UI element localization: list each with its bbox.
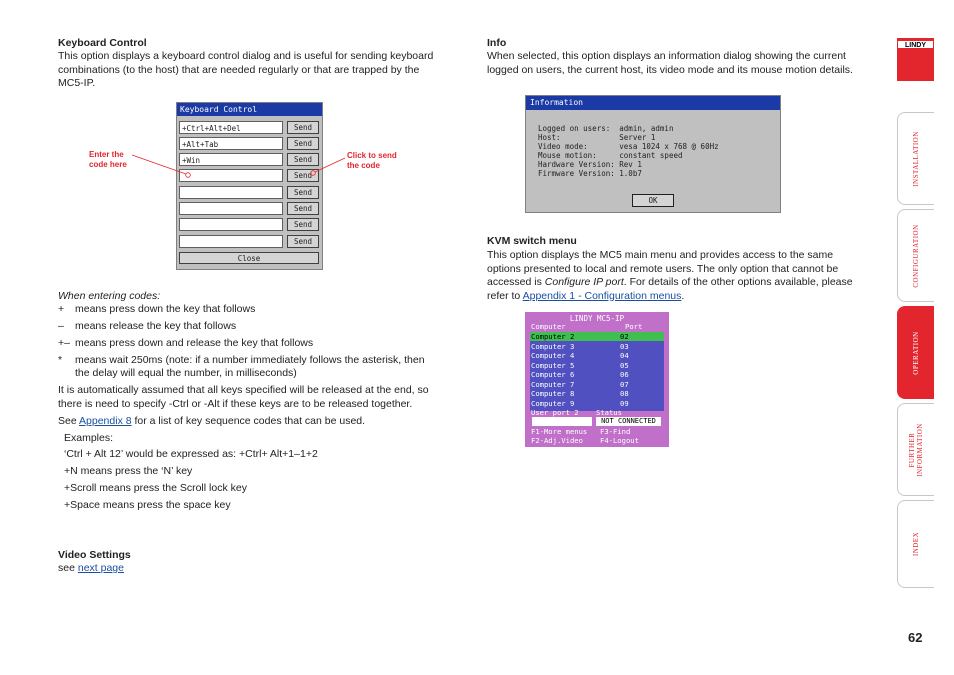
example-item: +Scroll means press the Scroll lock key: [64, 482, 247, 494]
info-line: Host: Server 1: [538, 133, 656, 142]
send-button[interactable]: Send: [287, 218, 319, 231]
kvm-row[interactable]: Computer 7 07: [531, 379, 629, 389]
information-dialog: [525, 95, 781, 213]
keyboard-control-heading: Keyboard Control: [58, 37, 147, 49]
kvm-row[interactable]: Computer 8 08: [531, 389, 629, 398]
info-line: Hardware Version: Rev 1: [538, 160, 642, 169]
info-line: Firmware Version: 1.0b7: [538, 169, 642, 178]
send-button[interactable]: Send: [287, 121, 319, 134]
tab-operation[interactable]: OPERATION: [897, 306, 934, 399]
info-text: When selected, this option displays an information dialog showing the current logged on users, the current host, its video mode and its mouse motion details.: [487, 50, 853, 76]
key-code-field[interactable]: +Ctrl+Alt+Del: [179, 121, 283, 134]
lindy-logo: LINDY: [897, 38, 934, 81]
f3-find[interactable]: F3-Find: [600, 427, 631, 436]
user-name-field[interactable]: [532, 417, 592, 426]
kvm-row[interactable]: Computer 3 03: [531, 341, 629, 351]
tab-index[interactable]: INDEX: [897, 500, 934, 588]
keyboard-dialog-title: Keyboard Control: [177, 103, 322, 116]
kvm-function-row: [530, 427, 664, 436]
status-value: NOT CONNECTED: [596, 417, 661, 426]
keyboard-control-intro: This option displays a keyboard control dialog and is useful for sending keyboard combinations (to the host) that are needed regularly or that are trapped by the MC5-IP.: [58, 50, 434, 89]
send-button[interactable]: Send: [287, 235, 319, 248]
callout-enter-code: Enter the code here: [89, 150, 127, 169]
send-button[interactable]: Send: [287, 169, 319, 182]
kvm-row[interactable]: Computer 9 09: [531, 398, 629, 408]
video-settings-line: see next page: [58, 562, 124, 574]
ok-button[interactable]: OK: [632, 194, 674, 207]
kvm-heading: KVM switch menu: [487, 235, 577, 247]
information-dialog-title: Information: [526, 96, 780, 110]
kvm-text: This option displays the MC5 main menu and provides access to the same options presented to local and remote users. The only option that cannot be accessed is Configure IP port. For details of the other options available, please refer to Appendix 1 - Configuration menus.: [487, 249, 853, 302]
kvm-menu-title: LINDY MC5-IP: [569, 314, 625, 323]
examples-label: Examples:: [64, 432, 114, 444]
info-line: Video mode: vesa 1024 x 768 @ 60Hz: [538, 142, 719, 151]
f2-adj-video[interactable]: F2-Adj.Video: [531, 436, 583, 445]
f1-more-menus[interactable]: F1-More menus: [531, 427, 588, 436]
example-item: ‘Ctrl + Alt 12’ would be expressed as: +Ctrl+ Alt+1–1+2: [64, 448, 318, 460]
example-item: +Space means press the space key: [64, 499, 231, 511]
f4-logout[interactable]: F4-Logout: [600, 436, 639, 445]
callout-click-send: Click to send the code: [347, 151, 397, 170]
tab-installation[interactable]: INSTALLATION: [897, 112, 934, 205]
close-button[interactable]: Close: [179, 252, 319, 264]
example-item: +N means press the ‘N’ key: [64, 465, 193, 477]
info-heading: Info: [487, 37, 507, 49]
send-button[interactable]: Send: [287, 153, 319, 166]
kvm-switch-menu: [525, 312, 669, 447]
tab-configuration[interactable]: CONFIGURATION: [897, 209, 934, 302]
kvm-row[interactable]: Computer 4 04: [531, 351, 629, 360]
kvm-header-row: Computer Port: [531, 322, 643, 331]
assume-paragraph: It is automatically assumed that all keys specified will be released at the end, so there is need to specify -Ctrl or -Alt if these keys are to be released together.: [58, 384, 429, 410]
kvm-row-selected[interactable]: Computer 2 02: [530, 332, 664, 341]
info-line: Mouse motion: constant speed: [538, 151, 683, 160]
info-line: Logged on users: admin, admin: [538, 124, 674, 133]
see-appendix-line: See Appendix 8 for a list of key sequence codes that can be used.: [58, 415, 366, 427]
tab-further-information[interactable]: FURTHER INFORMATION: [897, 403, 934, 496]
page-number: 62: [908, 630, 923, 645]
kvm-function-row: [530, 436, 664, 445]
appendix-1-link[interactable]: Appendix 1 - Configuration menus: [522, 289, 682, 302]
kvm-row[interactable]: Computer 6 06: [531, 370, 629, 379]
appendix-8-link[interactable]: Appendix 8: [79, 415, 132, 427]
codes-heading: When entering codes:: [58, 290, 161, 302]
kvm-row[interactable]: Computer 5 05: [531, 360, 629, 370]
key-code-field[interactable]: +Alt+Tab: [179, 137, 283, 150]
video-settings-heading: Video Settings: [58, 549, 131, 561]
next-page-link[interactable]: next page: [77, 562, 124, 574]
send-button[interactable]: Send: [287, 137, 319, 150]
kvm-user-port-row: User port 2 Status: [531, 408, 622, 417]
key-code-field[interactable]: +Win: [179, 153, 283, 166]
send-button[interactable]: Send: [287, 202, 319, 215]
send-button[interactable]: Send: [287, 186, 319, 199]
